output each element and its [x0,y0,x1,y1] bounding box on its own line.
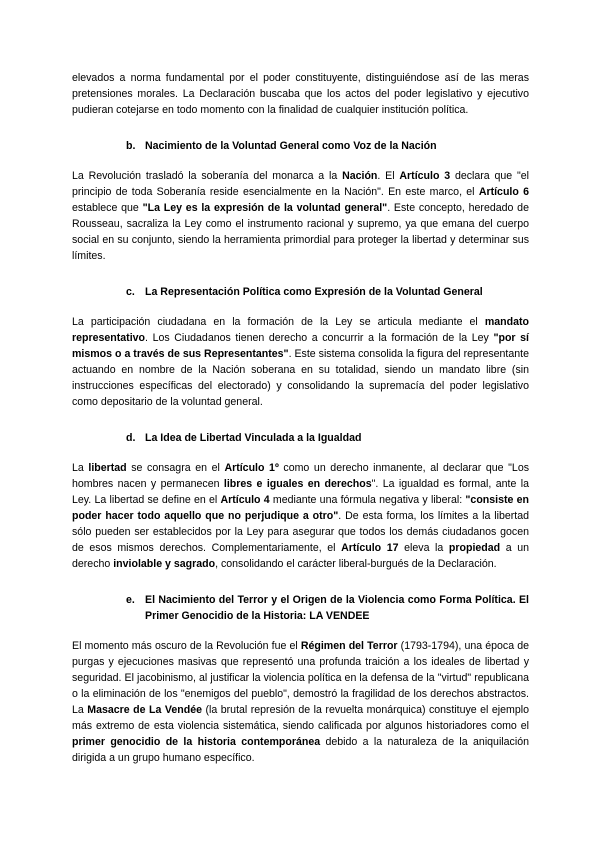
bold-text: Artículo 6 [478,186,530,198]
bold-text: Artículo 4 [220,494,270,506]
heading-e [72,592,529,624]
bold-text: "consiste en poder hacer todo aquello que no perjudique a otro" [72,494,530,522]
text-run: ". La igualdad es formal, ante la Ley. La libertad se define en el [72,478,529,506]
text-run: debido a la naturaleza de la aniquilación dirigida a un grupo humano específico. [72,736,529,764]
bold-text: "La Ley es la expresión de la voluntad general" [142,202,388,214]
document-page [72,70,529,786]
text-run: (la brutal represión de la revuelta monárquica) constituye el ejemplo más extremo de esta violencia sistemática, siendo calificada por algunos historiadores como el [72,704,530,732]
bold-text: Artículo 17 [341,542,399,554]
bold-text: "por sí mismos o a través de sus Representantes" [72,332,529,360]
text-run: . De esta forma, los límites a la libertad sólo pueden ser establecidos por la Ley para asegurar que todos los demás ciudadanos gocen de esos mismos derechos. Complementariamente, el [72,510,529,554]
heading-b [72,138,529,154]
bold-text: Masacre de La Vendée [87,704,202,716]
heading-d-text: La Idea de Libertad Vinculada a la Igualdad [145,432,362,444]
heading-b-text: Nacimiento de la Voluntad General como Voz de la Nación [145,140,437,152]
paragraph-c [72,314,529,410]
text-run: mediante una fórmula negativa y liberal: [269,494,466,506]
heading-d-letter: d. [126,432,136,444]
text-run: , consolidando el carácter liberal-burgués de la Declaración. [215,558,497,570]
text-run: elevados a norma fundamental por el poder constituyente, distinguiéndose así de las meras pretensiones morales. La Declaración buscaba que los actos del poder legislativo y ejecutivo pudieran cotejarse en todo momento con la finalidad de cualquier institución política. [72,72,529,116]
heading-c-letter: c. [126,286,135,298]
paragraph-b [72,168,529,264]
bold-text: Artículo 1º [224,462,279,474]
heading-e-letter: e. [126,594,135,606]
bold-text: libres e iguales en derechos [223,478,372,490]
bold-text: Nación [342,170,378,182]
text-run: . Los Ciudadanos tienen derecho a concurrir a la formación de la Ley [145,332,494,344]
bold-text: mandato representativo [72,316,529,344]
heading-e-text: El Nacimiento del Terror y el Origen de la Violencia como Forma Política. El Primer Genocidio de la Historia: LA VENDEE [145,594,529,622]
text-run: La Revolución trasladó la soberanía del monarca a la [72,170,343,182]
heading-c [72,284,529,300]
paragraph-intro [72,70,529,118]
text-run: como un derecho inmanente, al declarar que "Los hombres nacen y permanecen [72,462,530,490]
text-run: . Este sistema consolida la figura del representante actuando en nombre de la Nación soberana en su totalidad, siendo un mandato libre (sin instrucciones específicas del electorado) y consolidando la supremacía del poder legislativo como depositario de la voluntad general. [72,348,529,408]
bold-text: primer genocidio de la historia contemporánea [72,736,321,748]
text-run: La participación ciudadana en la formación de la Ley se articula mediante el [72,316,485,328]
text-run: La [72,462,89,474]
bold-text: Artículo 3 [399,170,451,182]
text-run: declara que "el principio de toda Soberanía reside esencialmente en la Nación". En este marco, el [72,170,530,198]
heading-d [72,430,529,446]
heading-c-text: La Representación Política como Expresión de la Voluntad General [145,286,483,298]
text-run: . Este concepto, heredado de Rousseau, sacraliza la Ley como el instrumento racional y supremo, ya que emana del cuerpo social en su conjunto, siendo la herramienta primordial para proteger la libertad y determinar sus límites. [72,202,529,262]
text-run: (1793-1794), una época de purgas y ejecuciones masivas que representó una profunda traición a los ideales de libertad y seguridad. El jacobinismo, al justificar la violencia política en la defensa de la "virtud" republicana o la eliminación de los "enemigos del pueblo", demostró la fragilidad de los derechos abstractos. La [72,640,529,716]
bold-text: libertad [88,462,127,474]
text-run: a un derecho [72,542,529,570]
paragraph-e [72,638,529,766]
heading-b-letter: b. [126,140,136,152]
bold-text: propiedad [448,542,501,554]
text-run: El momento más oscuro de la Revolución fue el [72,640,301,652]
text-run: se consagra en el [126,462,225,474]
bold-text: Régimen del Terror [300,640,398,652]
bold-text: inviolable y sagrado [113,558,216,570]
text-run: establece que [72,202,143,214]
text-run: eleva la [398,542,449,554]
text-run: . El [377,170,400,182]
paragraph-d [72,460,529,572]
